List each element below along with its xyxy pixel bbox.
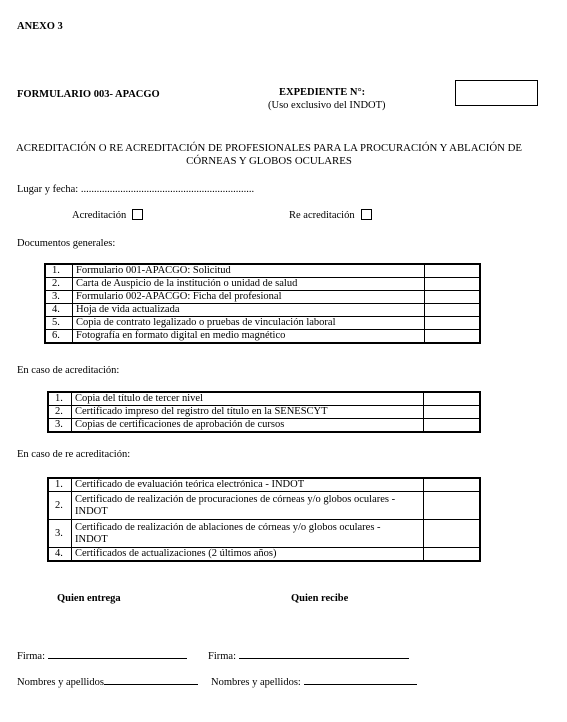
accreditation-label: Acreditación: [72, 210, 127, 221]
row-text: Fotografía en formato digital en medio magnético: [73, 330, 425, 343]
row-check-cell[interactable]: [425, 304, 480, 317]
main-title-line2: CÓRNEAS Y GLOBOS OCULARES: [186, 155, 352, 167]
names-line[interactable]: [104, 675, 198, 685]
row-number: 5.: [46, 317, 73, 330]
table-row: [49, 479, 480, 492]
table-row: [49, 419, 480, 432]
reaccreditation-label: Re acreditación: [289, 210, 355, 221]
deliverer-signature-field[interactable]: [17, 649, 187, 662]
general-docs-table: [45, 264, 480, 343]
table-row: [49, 492, 480, 520]
annex-title: ANEXO 3: [17, 21, 63, 32]
row-text-line1: Certificado de realización de ablaciones de córneas y/o globos oculares -: [75, 521, 381, 533]
accreditation-checkbox[interactable]: [132, 209, 143, 220]
expediente-number-box[interactable]: [455, 80, 538, 106]
place-date-field[interactable]: Lugar y fecha: ..................................................................: [17, 184, 255, 195]
row-text-line1: Certificado de realización de procuraciones de córneas y/o globos oculares -: [75, 493, 396, 505]
table-row: [46, 265, 480, 278]
row-text-line2: INDOT: [75, 505, 108, 517]
table-row: [46, 291, 480, 304]
row-check-cell[interactable]: [425, 278, 480, 291]
row-text: [72, 492, 424, 520]
row-check-cell[interactable]: [424, 479, 480, 492]
table-row: [49, 406, 480, 419]
row-check-cell[interactable]: [424, 520, 480, 548]
expediente-note: (Uso exclusivo del INDOT): [268, 100, 386, 111]
deliverer-heading: Quien entrega: [57, 593, 121, 604]
row-check-cell[interactable]: [424, 393, 480, 406]
table-row: [46, 304, 480, 317]
row-text: Certificados de actualizaciones (2 últimos años): [72, 548, 424, 561]
row-number: 4.: [46, 304, 73, 317]
expediente-label: EXPEDIENTE N°:: [279, 87, 366, 98]
signature-line[interactable]: [48, 649, 187, 659]
row-number: 1.: [49, 479, 72, 492]
row-number: 2.: [46, 278, 73, 291]
signature-line[interactable]: [239, 649, 409, 659]
reaccreditation-docs-table: [48, 478, 480, 561]
row-number: 1.: [46, 265, 73, 278]
names-label: Nombres y apellidos:: [211, 677, 301, 688]
signature-label: Firma:: [17, 651, 45, 662]
row-check-cell[interactable]: [425, 330, 480, 343]
table-row: [49, 520, 480, 548]
receiver-signature-field[interactable]: [208, 649, 409, 662]
row-number: 6.: [46, 330, 73, 343]
row-number: 3.: [49, 419, 72, 432]
row-check-cell[interactable]: [425, 265, 480, 278]
row-number: 2.: [49, 492, 72, 520]
accreditation-docs-table: [48, 392, 480, 432]
row-text: Copia de contrato legalizado o pruebas de vinculación laboral: [73, 317, 425, 330]
reaccreditation-docs-heading: En caso de re acreditación:: [17, 449, 131, 460]
row-number: 1.: [49, 393, 72, 406]
table-row: [46, 317, 480, 330]
deliverer-names-field[interactable]: [17, 675, 198, 688]
row-check-cell[interactable]: [424, 548, 480, 561]
row-text: Formulario 001-APACGO: Solicitud: [73, 265, 425, 278]
table-row: [46, 330, 480, 343]
main-title-line1: ACREDITACIÓN O RE ACREDITACIÓN DE PROFESIONALES PARA LA PROCURACIÓN Y ABLACIÓN DE: [15, 142, 523, 154]
accreditation-docs-heading: En caso de acreditación:: [17, 365, 120, 376]
row-text: Formulario 002-APACGO: Ficha del profesional: [73, 291, 425, 304]
signature-label: Firma:: [208, 651, 236, 662]
row-check-cell[interactable]: [424, 419, 480, 432]
reaccreditation-option[interactable]: [289, 209, 372, 221]
row-check-cell[interactable]: [425, 317, 480, 330]
row-text-line2: INDOT: [75, 533, 108, 545]
row-number: 2.: [49, 406, 72, 419]
row-text: Hoja de vida actualizada: [73, 304, 425, 317]
receiver-names-field[interactable]: [211, 675, 417, 688]
row-text: Copia del título de tercer nivel: [72, 393, 424, 406]
reaccreditation-checkbox[interactable]: [361, 209, 372, 220]
names-label: Nombres y apellidos: [17, 677, 104, 688]
row-check-cell[interactable]: [424, 406, 480, 419]
row-text: Carta de Auspicio de la institución o unidad de salud: [73, 278, 425, 291]
row-number: 3.: [46, 291, 73, 304]
row-check-cell[interactable]: [425, 291, 480, 304]
table-row: [49, 393, 480, 406]
table-row: [46, 278, 480, 291]
form-code: FORMULARIO 003- APACGO: [17, 89, 160, 100]
row-number: 4.: [49, 548, 72, 561]
receiver-heading: Quien recibe: [291, 593, 349, 604]
general-docs-heading: Documentos generales:: [17, 238, 116, 249]
row-text: Copias de certificaciones de aprobación de cursos: [72, 419, 424, 432]
row-text: [72, 520, 424, 548]
row-text: Certificado de evaluación teórica electrónica - INDOT: [72, 479, 424, 492]
row-text: Certificado impreso del registro del título en la SENESCYT: [72, 406, 424, 419]
row-number: 3.: [49, 520, 72, 548]
row-check-cell[interactable]: [424, 492, 480, 520]
accreditation-option[interactable]: [72, 209, 143, 221]
names-line[interactable]: [304, 675, 417, 685]
table-row: [49, 548, 480, 561]
